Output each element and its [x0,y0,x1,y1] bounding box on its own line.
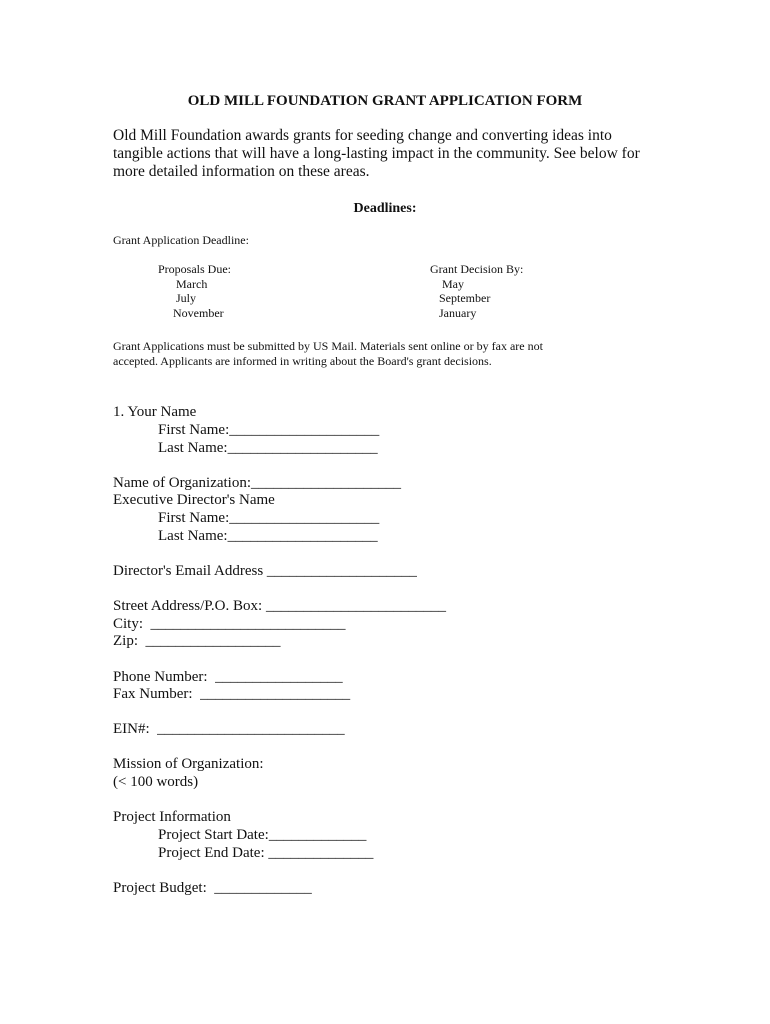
director-last-name-label: Last Name: [158,528,228,544]
zip-label: Zip: [113,633,138,649]
street-address-blank[interactable]: ________________________ [265,598,446,614]
last-name-blank[interactable]: ____________________ [227,440,378,456]
your-name-heading: 1. Your Name [113,404,197,420]
project-start-date-field[interactable] [158,827,366,845]
city-field[interactable] [113,616,346,634]
deadline-label: Grant Application Deadline: [113,233,249,247]
proposal-month-2: July [176,291,197,305]
fax-number-blank[interactable]: ____________________ [200,686,351,702]
zip-blank[interactable]: __________________ [145,633,281,649]
phone-number-label: Phone Number: [113,669,208,685]
director-last-name-blank[interactable]: ____________________ [227,528,378,544]
first-name-field[interactable] [158,422,379,440]
project-end-date-blank[interactable]: ______________ [268,845,374,861]
fax-number-field[interactable] [113,686,350,704]
ein-blank[interactable]: _________________________ [157,721,345,737]
first-name-blank[interactable]: ____________________ [229,422,380,438]
ein-label: EIN#: [113,721,150,737]
proposals-due-label: Proposals Due: [158,262,231,276]
decision-month-1: May [442,277,464,291]
intro-paragraph: Old Mill Foundation awards grants for seeding change and converting ideas into tangible actions that will have a long-lasting impact in the community. See below for more detailed information on these areas. [113,127,640,180]
street-address-field[interactable] [113,598,446,616]
proposal-month-1: March [176,277,208,291]
mission-heading: Mission of Organization: [113,756,264,772]
director-first-name-field[interactable] [158,510,379,528]
organization-name-label: Name of Organization: [113,475,252,491]
mission-word-limit: (< 100 words) [113,774,199,790]
ein-field[interactable] [113,721,345,739]
decision-month-2: September [439,291,491,305]
zip-field[interactable] [113,633,281,651]
executive-director-heading: Executive Director's Name [113,492,275,508]
project-end-date-field[interactable] [158,845,373,863]
decision-by-label: Grant Decision By: [430,262,524,276]
street-address-label: Street Address/P.O. Box: [113,598,263,614]
project-start-date-blank[interactable]: _____________ [268,827,367,843]
phone-number-blank[interactable]: _________________ [215,669,343,685]
project-information-heading: Project Information [113,809,231,825]
proposal-month-3: November [173,306,224,320]
director-first-name-label: First Name: [158,510,230,526]
project-budget-field[interactable] [113,880,312,898]
last-name-label: Last Name: [158,440,228,456]
city-label: City: [113,616,144,632]
deadlines-heading: Deadlines: [353,201,417,216]
project-budget-label: Project Budget: [113,880,207,896]
organization-name-field[interactable] [113,475,401,493]
director-first-name-blank[interactable]: ____________________ [229,510,380,526]
first-name-label: First Name: [158,422,230,438]
organization-name-blank[interactable]: ____________________ [251,475,402,491]
director-last-name-field[interactable] [158,528,378,546]
last-name-field[interactable] [158,440,378,458]
submission-note-line-1: Grant Applications must be submitted by US Mail. Materials sent online or by fax are not [113,339,543,353]
city-blank[interactable]: __________________________ [150,616,346,632]
project-budget-blank[interactable]: _____________ [214,880,312,896]
director-email-blank[interactable]: ____________________ [266,563,417,579]
director-email-field[interactable] [113,563,417,581]
fax-number-label: Fax Number: [113,686,193,702]
project-end-date-label: Project End Date: [158,845,265,861]
director-email-label: Director's Email Address [113,563,264,579]
project-start-date-label: Project Start Date: [158,827,269,843]
phone-number-field[interactable] [113,669,343,687]
decision-month-3: January [439,306,477,320]
form-title: OLD MILL FOUNDATION GRANT APPLICATION FORM [187,93,583,109]
submission-note-line-2: accepted. Applicants are informed in writing about the Board's grant decisions. [113,354,492,368]
